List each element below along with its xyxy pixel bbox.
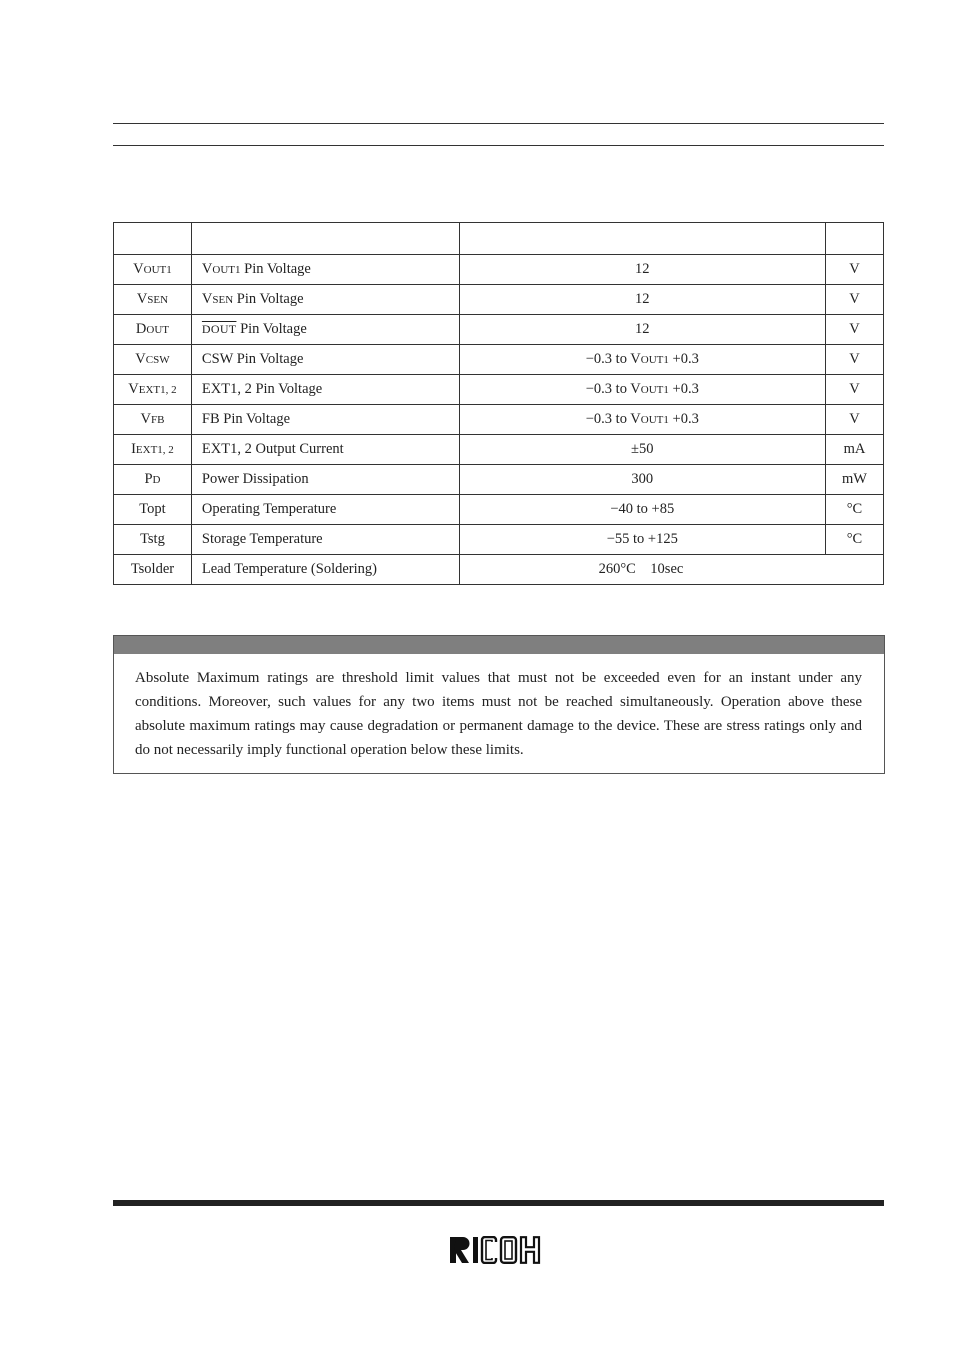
row-item <box>191 435 459 465</box>
note-box <box>113 635 885 774</box>
row-item: Lead Temperature (Soldering) <box>191 555 459 585</box>
row-unit: V <box>826 285 884 315</box>
row-item <box>191 465 459 495</box>
row-item <box>191 375 459 405</box>
table-row <box>114 435 884 465</box>
row-rating: 260°C 10sec <box>459 555 883 585</box>
symbol-main: Tstg <box>140 531 165 547</box>
row-symbol: Tsolder <box>114 555 192 585</box>
symbol-subscript: OUT1 <box>143 264 172 276</box>
row-symbol <box>114 255 192 285</box>
note-header-bar <box>114 636 884 654</box>
row-unit: V <box>826 315 884 345</box>
table-row <box>114 525 884 555</box>
table-row <box>114 255 884 285</box>
rating-subscript: OUT1 <box>640 384 669 396</box>
footer-rule <box>113 1200 884 1206</box>
item-subscript: SEN <box>212 294 234 306</box>
symbol-main: P <box>144 471 153 487</box>
row-item <box>191 405 459 435</box>
row-unit: V <box>826 255 884 285</box>
rating-value: −40 to +85 <box>610 501 675 517</box>
note-text: Absolute Maximum ratings are threshold limit values that must not be exceeded even for an instant under any conditions. Moreover, such values for any two items must not be reached simultaneously. Operation above these absolute maximum ratings may cause degradation or permanent damage to the device. These are stress ratings only and do not necessarily imply functional operation below these limits. <box>135 670 862 758</box>
table-row <box>114 285 884 315</box>
item-prefix: V <box>201 261 213 277</box>
row-symbol <box>114 405 192 435</box>
rating-value: 300 <box>631 471 654 487</box>
rating-value: −0.3 to V <box>585 411 641 427</box>
symbol-main: Topt <box>139 501 166 517</box>
table-row <box>114 465 884 495</box>
item-text: Pin Voltage <box>233 291 304 307</box>
symbol-main: V <box>128 381 139 397</box>
symbol-main: D <box>135 321 147 337</box>
rating-value: ±50 <box>631 441 654 457</box>
table-row <box>114 315 884 345</box>
row-rating <box>459 315 825 345</box>
symbol-subscript: EXT1, 2 <box>138 384 177 396</box>
header-item <box>191 223 459 255</box>
symbol-main: V <box>135 351 146 367</box>
row-unit: V <box>826 375 884 405</box>
row-symbol <box>114 345 192 375</box>
rating-value: −55 to +125 <box>606 531 678 547</box>
row-symbol <box>114 315 192 345</box>
table-row <box>114 375 884 405</box>
row-unit: V <box>826 345 884 375</box>
row-unit: V <box>826 405 884 435</box>
symbol-subscript: D <box>152 474 161 486</box>
row-symbol <box>114 285 192 315</box>
item-text: Pin Voltage <box>240 261 311 277</box>
ricoh-logo-icon <box>449 1236 549 1264</box>
absolute-maximum-ratings-table <box>113 222 884 585</box>
rating-value: −0.3 to V <box>585 351 641 367</box>
table-header-row <box>114 223 884 255</box>
header-rule-top <box>113 123 884 124</box>
row-symbol <box>114 465 192 495</box>
item-prefix: V <box>201 291 213 307</box>
symbol-subscript: FB <box>150 414 165 426</box>
item-subscript: OUT1 <box>212 264 241 276</box>
symbol-main: V <box>136 291 148 307</box>
symbol-subscript: EXT1, 2 <box>135 444 174 456</box>
row-item <box>191 495 459 525</box>
rating-suffix: +0.3 <box>668 351 699 367</box>
row-symbol <box>114 525 192 555</box>
header-symbol <box>114 223 192 255</box>
row-rating <box>459 435 825 465</box>
symbol-main: V <box>140 411 151 427</box>
table-row <box>114 555 884 585</box>
rating-suffix: +0.3 <box>668 411 699 427</box>
ricoh-logo <box>449 1236 549 1269</box>
row-rating <box>459 345 825 375</box>
item-text: FB Pin Voltage <box>201 411 291 427</box>
row-item <box>191 255 459 285</box>
symbol-main: V <box>133 261 144 277</box>
table-row <box>114 495 884 525</box>
rating-subscript: OUT1 <box>640 414 669 426</box>
row-unit: °C <box>826 495 884 525</box>
row-rating <box>459 525 825 555</box>
item-text: CSW Pin Voltage <box>201 351 304 367</box>
rating-value: −0.3 to V <box>585 381 641 397</box>
row-item <box>191 345 459 375</box>
row-symbol <box>114 375 192 405</box>
row-symbol <box>114 495 192 525</box>
row-item <box>191 525 459 555</box>
rating-value: 12 <box>635 321 650 337</box>
item-text: Pin Voltage <box>236 321 307 337</box>
rating-subscript: OUT1 <box>640 354 669 366</box>
rating-suffix: +0.3 <box>668 381 699 397</box>
item-overline: DOUT <box>201 322 237 336</box>
row-rating <box>459 375 825 405</box>
row-unit: mW <box>826 465 884 495</box>
item-text: Operating Temperature <box>201 501 337 517</box>
row-unit: °C <box>826 525 884 555</box>
row-rating <box>459 285 825 315</box>
row-rating <box>459 255 825 285</box>
symbol-subscript: OUT <box>146 324 169 336</box>
table-row <box>114 405 884 435</box>
row-rating <box>459 495 825 525</box>
item-text: EXT1, 2 Pin Voltage <box>201 381 323 397</box>
symbol-subscript: CSW <box>145 354 170 366</box>
item-text: Power Dissipation <box>201 471 309 487</box>
row-rating <box>459 465 825 495</box>
row-item <box>191 315 459 345</box>
row-item <box>191 285 459 315</box>
symbol-main: I <box>131 441 136 457</box>
table-row <box>114 345 884 375</box>
row-rating <box>459 405 825 435</box>
item-text: EXT1, 2 Output Current <box>201 441 344 457</box>
row-unit: mA <box>826 435 884 465</box>
header-unit <box>826 223 884 255</box>
rating-value: 12 <box>635 291 650 307</box>
header-rating <box>459 223 825 255</box>
item-text: Storage Temperature <box>201 531 323 547</box>
header-rule-bottom <box>113 145 884 146</box>
row-symbol <box>114 435 192 465</box>
rating-value: 12 <box>635 261 650 277</box>
symbol-subscript: SEN <box>147 294 169 306</box>
